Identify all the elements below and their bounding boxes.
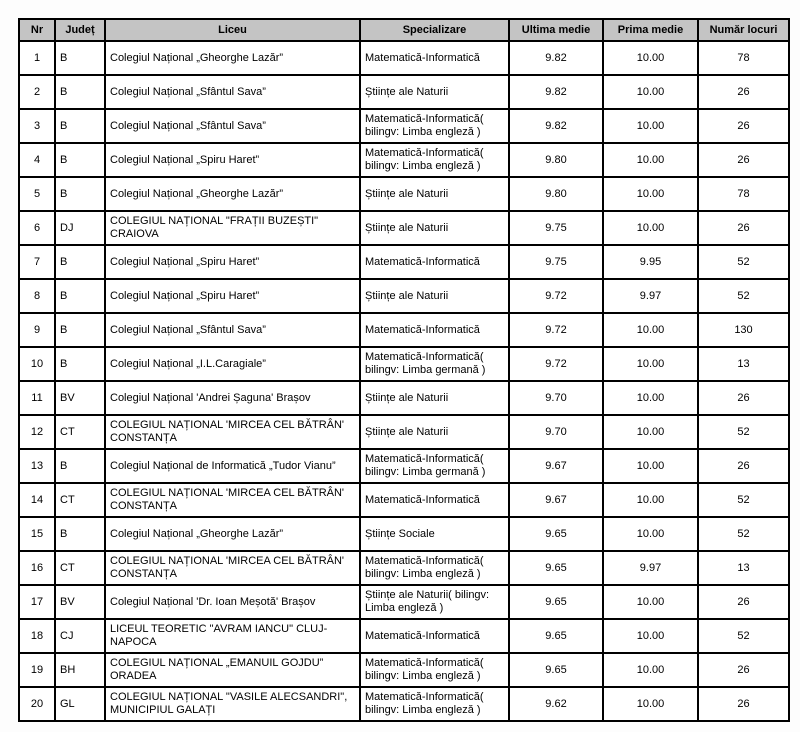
table-row — [19, 619, 789, 653]
cell-liceu: COLEGIUL NAȚIONAL "VASILE ALECSANDRI", MUNICIPIUL GALAȚI — [105, 687, 360, 721]
cell-judet: B — [55, 143, 105, 177]
cell-judet: GL — [55, 687, 105, 721]
cell-ultima_medie: 9.82 — [509, 109, 603, 143]
cell-nr: 16 — [19, 551, 55, 585]
cell-numar_locuri: 26 — [698, 687, 789, 721]
cell-numar_locuri: 52 — [698, 483, 789, 517]
cell-specializare: Matematică-Informatică — [360, 483, 509, 517]
cell-liceu: Colegiul Național „Spiru Haret” — [105, 279, 360, 313]
cell-judet: B — [55, 75, 105, 109]
cell-judet: B — [55, 279, 105, 313]
cell-liceu: Colegiul Național de Informatică „Tudor Vianu” — [105, 449, 360, 483]
cell-liceu: Colegiul Național „Gheorghe Lazăr” — [105, 177, 360, 211]
cell-judet: B — [55, 245, 105, 279]
table-row — [19, 687, 789, 721]
cell-liceu: Colegiul Național „Sfântul Sava” — [105, 75, 360, 109]
cell-liceu: Colegiul Național „Spiru Haret” — [105, 143, 360, 177]
cell-ultima_medie: 9.72 — [509, 313, 603, 347]
cell-numar_locuri: 26 — [698, 585, 789, 619]
cell-numar_locuri: 26 — [698, 449, 789, 483]
cell-liceu: COLEGIUL NAȚIONAL 'MIRCEA CEL BĂTRÂN' CONSTANȚA — [105, 415, 360, 449]
cell-prima_medie: 10.00 — [603, 517, 698, 551]
column-header-prima_medie: Prima medie — [603, 19, 698, 41]
cell-specializare: Științe ale Naturii — [360, 75, 509, 109]
cell-prima_medie: 10.00 — [603, 449, 698, 483]
cell-prima_medie: 10.00 — [603, 381, 698, 415]
cell-numar_locuri: 26 — [698, 75, 789, 109]
cell-prima_medie: 10.00 — [603, 41, 698, 75]
table-row — [19, 109, 789, 143]
cell-ultima_medie: 9.80 — [509, 143, 603, 177]
cell-specializare: Matematică-Informatică( bilingv: Limba germană ) — [360, 449, 509, 483]
cell-specializare: Științe ale Naturii( bilingv: Limba engleză ) — [360, 585, 509, 619]
column-header-specializare: Specializare — [360, 19, 509, 41]
cell-liceu: COLEGIUL NAȚIONAL "FRAȚII BUZEȘTI" CRAIOVA — [105, 211, 360, 245]
cell-specializare: Matematică-Informatică( bilingv: Limba engleză ) — [360, 109, 509, 143]
cell-specializare: Matematică-Informatică( bilingv: Limba engleză ) — [360, 653, 509, 687]
cell-prima_medie: 10.00 — [603, 75, 698, 109]
cell-nr: 14 — [19, 483, 55, 517]
cell-nr: 18 — [19, 619, 55, 653]
cell-specializare: Matematică-Informatică( bilingv: Limba germană ) — [360, 347, 509, 381]
cell-judet: B — [55, 313, 105, 347]
cell-liceu: COLEGIUL NAȚIONAL „EMANUIL GOJDU” ORADEA — [105, 653, 360, 687]
cell-nr: 12 — [19, 415, 55, 449]
cell-judet: B — [55, 517, 105, 551]
cell-judet: B — [55, 109, 105, 143]
cell-ultima_medie: 9.75 — [509, 211, 603, 245]
cell-prima_medie: 10.00 — [603, 143, 698, 177]
cell-specializare: Matematică-Informatică( bilingv: Limba engleză ) — [360, 551, 509, 585]
column-header-ultima_medie: Ultima medie — [509, 19, 603, 41]
cell-numar_locuri: 13 — [698, 347, 789, 381]
cell-nr: 19 — [19, 653, 55, 687]
cell-judet: DJ — [55, 211, 105, 245]
admission-results-table — [18, 18, 790, 722]
cell-prima_medie: 10.00 — [603, 109, 698, 143]
cell-specializare: Matematică-Informatică — [360, 245, 509, 279]
table-row — [19, 177, 789, 211]
table-body — [19, 41, 789, 721]
cell-nr: 10 — [19, 347, 55, 381]
cell-nr: 15 — [19, 517, 55, 551]
table-row — [19, 313, 789, 347]
cell-specializare: Matematică-Informatică — [360, 619, 509, 653]
cell-numar_locuri: 52 — [698, 415, 789, 449]
cell-numar_locuri: 26 — [698, 653, 789, 687]
cell-judet: B — [55, 41, 105, 75]
cell-specializare: Științe ale Naturii — [360, 177, 509, 211]
cell-prima_medie: 10.00 — [603, 415, 698, 449]
cell-numar_locuri: 26 — [698, 143, 789, 177]
cell-nr: 13 — [19, 449, 55, 483]
table-row — [19, 585, 789, 619]
column-header-judet: Județ — [55, 19, 105, 41]
cell-numar_locuri: 52 — [698, 279, 789, 313]
cell-nr: 3 — [19, 109, 55, 143]
column-header-liceu: Liceu — [105, 19, 360, 41]
cell-nr: 9 — [19, 313, 55, 347]
cell-liceu: COLEGIUL NAȚIONAL 'MIRCEA CEL BĂTRÂN' CONSTANȚA — [105, 483, 360, 517]
cell-judet: BH — [55, 653, 105, 687]
cell-prima_medie: 10.00 — [603, 313, 698, 347]
cell-judet: CJ — [55, 619, 105, 653]
cell-numar_locuri: 52 — [698, 517, 789, 551]
cell-numar_locuri: 26 — [698, 211, 789, 245]
cell-specializare: Științe Sociale — [360, 517, 509, 551]
table-row — [19, 211, 789, 245]
cell-specializare: Științe ale Naturii — [360, 381, 509, 415]
cell-nr: 1 — [19, 41, 55, 75]
cell-specializare: Științe ale Naturii — [360, 279, 509, 313]
cell-prima_medie: 10.00 — [603, 653, 698, 687]
cell-judet: BV — [55, 585, 105, 619]
cell-judet: B — [55, 177, 105, 211]
table-header-row — [19, 19, 789, 41]
cell-ultima_medie: 9.65 — [509, 517, 603, 551]
cell-liceu: Colegiul Național „Sfântul Sava” — [105, 109, 360, 143]
cell-nr: 4 — [19, 143, 55, 177]
table-row — [19, 653, 789, 687]
table-row — [19, 143, 789, 177]
table-row — [19, 517, 789, 551]
cell-specializare: Științe ale Naturii — [360, 211, 509, 245]
cell-judet: BV — [55, 381, 105, 415]
cell-prima_medie: 10.00 — [603, 177, 698, 211]
table-row — [19, 449, 789, 483]
cell-ultima_medie: 9.65 — [509, 585, 603, 619]
cell-numar_locuri: 52 — [698, 245, 789, 279]
cell-numar_locuri: 130 — [698, 313, 789, 347]
cell-prima_medie: 10.00 — [603, 211, 698, 245]
cell-liceu: Colegiul Național „I.L.Caragiale” — [105, 347, 360, 381]
cell-numar_locuri: 78 — [698, 41, 789, 75]
cell-ultima_medie: 9.67 — [509, 483, 603, 517]
cell-prima_medie: 9.97 — [603, 279, 698, 313]
cell-specializare: Matematică-Informatică — [360, 41, 509, 75]
cell-ultima_medie: 9.72 — [509, 347, 603, 381]
table-row — [19, 279, 789, 313]
table-row — [19, 75, 789, 109]
table-row — [19, 415, 789, 449]
column-header-numar_locuri: Număr locuri — [698, 19, 789, 41]
cell-numar_locuri: 52 — [698, 619, 789, 653]
cell-nr: 2 — [19, 75, 55, 109]
cell-numar_locuri: 13 — [698, 551, 789, 585]
cell-specializare: Matematică-Informatică( bilingv: Limba engleză ) — [360, 143, 509, 177]
cell-liceu: Colegiul Național „Spiru Haret” — [105, 245, 360, 279]
cell-ultima_medie: 9.70 — [509, 415, 603, 449]
cell-prima_medie: 9.97 — [603, 551, 698, 585]
cell-ultima_medie: 9.75 — [509, 245, 603, 279]
cell-prima_medie: 10.00 — [603, 585, 698, 619]
table-row — [19, 347, 789, 381]
cell-liceu: COLEGIUL NAȚIONAL 'MIRCEA CEL BĂTRÂN' CONSTANȚA — [105, 551, 360, 585]
cell-judet: CT — [55, 483, 105, 517]
cell-numar_locuri: 78 — [698, 177, 789, 211]
column-header-nr: Nr — [19, 19, 55, 41]
table-row — [19, 551, 789, 585]
cell-nr: 8 — [19, 279, 55, 313]
cell-ultima_medie: 9.82 — [509, 41, 603, 75]
table-row — [19, 245, 789, 279]
cell-specializare: Matematică-Informatică — [360, 313, 509, 347]
table-row — [19, 41, 789, 75]
cell-liceu: Colegiul Național „Gheorghe Lazăr” — [105, 517, 360, 551]
table-row — [19, 483, 789, 517]
cell-liceu: Colegiul Național 'Dr. Ioan Meșotă' Brașov — [105, 585, 360, 619]
cell-nr: 20 — [19, 687, 55, 721]
cell-nr: 7 — [19, 245, 55, 279]
cell-judet: B — [55, 347, 105, 381]
cell-nr: 5 — [19, 177, 55, 211]
cell-judet: CT — [55, 415, 105, 449]
cell-ultima_medie: 9.82 — [509, 75, 603, 109]
cell-judet: B — [55, 449, 105, 483]
cell-ultima_medie: 9.80 — [509, 177, 603, 211]
cell-numar_locuri: 26 — [698, 381, 789, 415]
cell-nr: 6 — [19, 211, 55, 245]
cell-prima_medie: 10.00 — [603, 347, 698, 381]
cell-specializare: Matematică-Informatică( bilingv: Limba engleză ) — [360, 687, 509, 721]
cell-ultima_medie: 9.65 — [509, 619, 603, 653]
table-header — [19, 19, 789, 41]
cell-prima_medie: 10.00 — [603, 483, 698, 517]
cell-liceu: LICEUL TEORETIC "AVRAM IANCU" CLUJ-NAPOCA — [105, 619, 360, 653]
cell-nr: 17 — [19, 585, 55, 619]
cell-ultima_medie: 9.62 — [509, 687, 603, 721]
cell-prima_medie: 9.95 — [603, 245, 698, 279]
cell-ultima_medie: 9.65 — [509, 653, 603, 687]
cell-ultima_medie: 9.67 — [509, 449, 603, 483]
cell-liceu: Colegiul Național „Sfântul Sava” — [105, 313, 360, 347]
cell-liceu: Colegiul Național 'Andrei Șaguna' Brașov — [105, 381, 360, 415]
cell-specializare: Științe ale Naturii — [360, 415, 509, 449]
cell-numar_locuri: 26 — [698, 109, 789, 143]
cell-judet: CT — [55, 551, 105, 585]
cell-nr: 11 — [19, 381, 55, 415]
cell-liceu: Colegiul Național „Gheorghe Lazăr” — [105, 41, 360, 75]
cell-ultima_medie: 9.65 — [509, 551, 603, 585]
cell-prima_medie: 10.00 — [603, 687, 698, 721]
admission-results-table-container — [18, 18, 790, 722]
cell-prima_medie: 10.00 — [603, 619, 698, 653]
table-row — [19, 381, 789, 415]
cell-ultima_medie: 9.72 — [509, 279, 603, 313]
cell-ultima_medie: 9.70 — [509, 381, 603, 415]
